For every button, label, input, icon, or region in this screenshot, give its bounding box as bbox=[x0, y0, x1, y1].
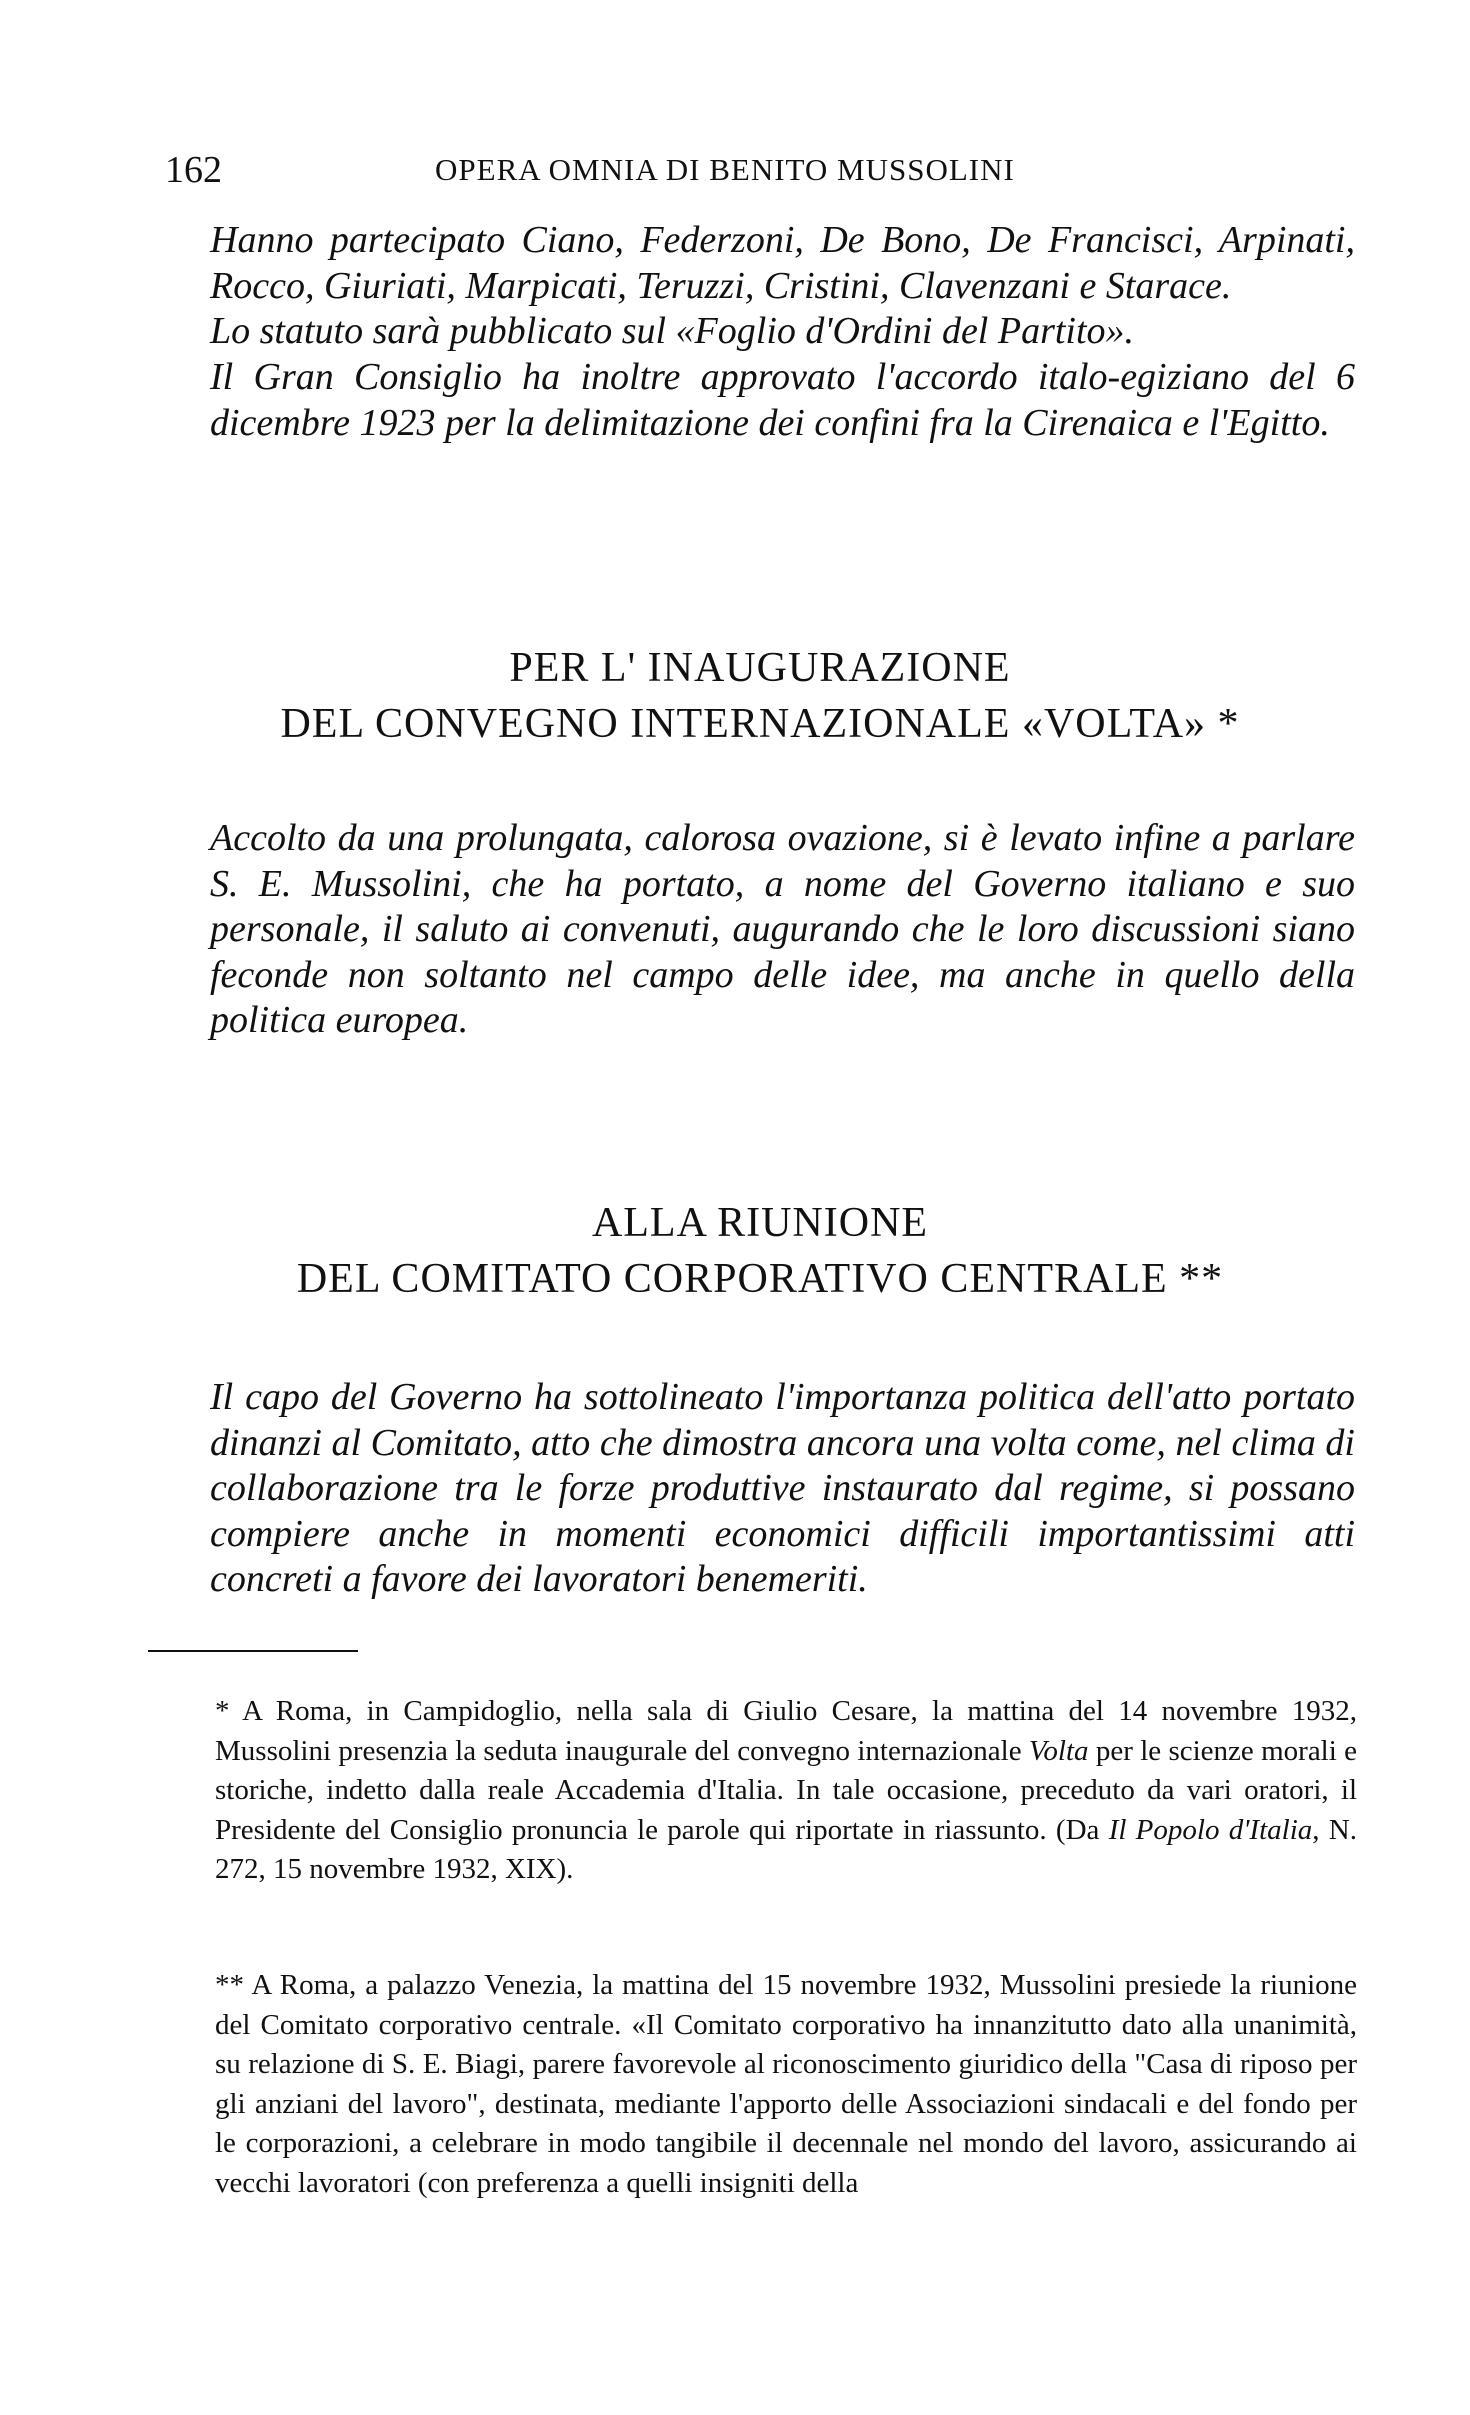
intro-paragraph-statute: Lo statuto sarà pubblicato sul «Foglio d'Ordini del Partito». bbox=[210, 310, 1135, 352]
footnote-1-part-a: * A Roma, in Campidoglio, nella sala di Giulio Cesare, la mattina del 14 novembre 1932, Mussolini presenzia la seduta inaugurale del convegno internazionale bbox=[215, 1695, 1357, 1767]
section-2-title-line-1: ALLA RIUNIONE bbox=[591, 1200, 929, 1246]
page-header bbox=[165, 148, 1365, 198]
footnote-1-part-b: per le scienze morali e storiche, indetto dalla reale Accademia d'Italia. In tale occasione, preceduto da vari oratori, il Presidente del Consiglio pronuncia le parole qui riportate in riassunto. (Da bbox=[215, 1734, 1357, 1846]
running-title: OPERA OMNIA DI BENITO MUSSOLINI bbox=[435, 152, 1015, 187]
footnote-1-newspaper: Il Popolo d'Italia bbox=[1108, 1813, 1313, 1846]
footnote-1-volta: Volta bbox=[1028, 1734, 1089, 1767]
footnote-1 bbox=[215, 1692, 1357, 1890]
section-2-title-line-2: DEL COMITATO CORPORATIVO CENTRALE ** bbox=[296, 1256, 1224, 1302]
section-1-title bbox=[165, 640, 1355, 752]
section-1-title-line-2: DEL CONVEGNO INTERNAZIONALE «VOLTA» * bbox=[280, 701, 1240, 747]
footnote-separator bbox=[148, 1650, 358, 1652]
section-1-title-line-1: PER L' INAUGURAZIONE bbox=[509, 645, 1011, 691]
section-2-title bbox=[165, 1195, 1355, 1307]
footnote-1-part-c: , N. 272, 15 novembre 1932, XIX). bbox=[215, 1813, 1357, 1885]
section-1-body: Accolto da una prolungata, calorosa ovazione, si è levato infine a parlare S. E. Mussolini, che ha portato, a nome del Governo italiano e suo personale, il saluto ai convenuti, augurando che le loro discussioni siano feconde non soltanto nel campo delle idee, ma anche in quello della politica europea. bbox=[210, 817, 1355, 1041]
intro-paragraph-participants: Hanno partecipato Ciano, Federzoni, De Bono, De Francisci, Arpinati, Rocco, Giuriati, Marpicati, Teruzzi, Cristini, Clavenzani e Starace. bbox=[210, 219, 1355, 307]
section-2-body: Il capo del Governo ha sottolineato l'importanza politica dell'atto portato dinanzi al Comitato, atto che dimostra ancora una volta come, nel clima di collaborazione tra le forze produttive instaurato dal regime, si possano compiere anche in momenti economici difficili importantissimi atti concreti a favore dei lavoratori benemeriti. bbox=[210, 1376, 1355, 1600]
intro-paragraph-accord: Il Gran Consiglio ha inoltre approvato l'accordo italo-egiziano del 6 dicembre 1923 per la delimitazione dei confini fra la Cirenaica e l'Egitto. bbox=[210, 356, 1355, 444]
page-number: 162 bbox=[165, 149, 222, 191]
footnote-2: ** A Roma, a palazzo Venezia, la mattina del 15 novembre 1932, Mussolini presiede la riunione del Comitato corporativo centrale. «Il Comitato corporativo ha innanzitutto dato alla unanimità, su relazione di S. E. Biagi, parere favorevole al riconoscimento giuridico della "Casa di riposo per gli anziani del lavoro", destinata, mediante l'apporto delle Associazioni sindacali e del fondo per le corporazioni, a celebrare in modo tangibile il decennale nel mondo del lavoro, assicurando ai vecchi lavoratori (con preferenza a quelli insigniti della bbox=[215, 1969, 1357, 2199]
